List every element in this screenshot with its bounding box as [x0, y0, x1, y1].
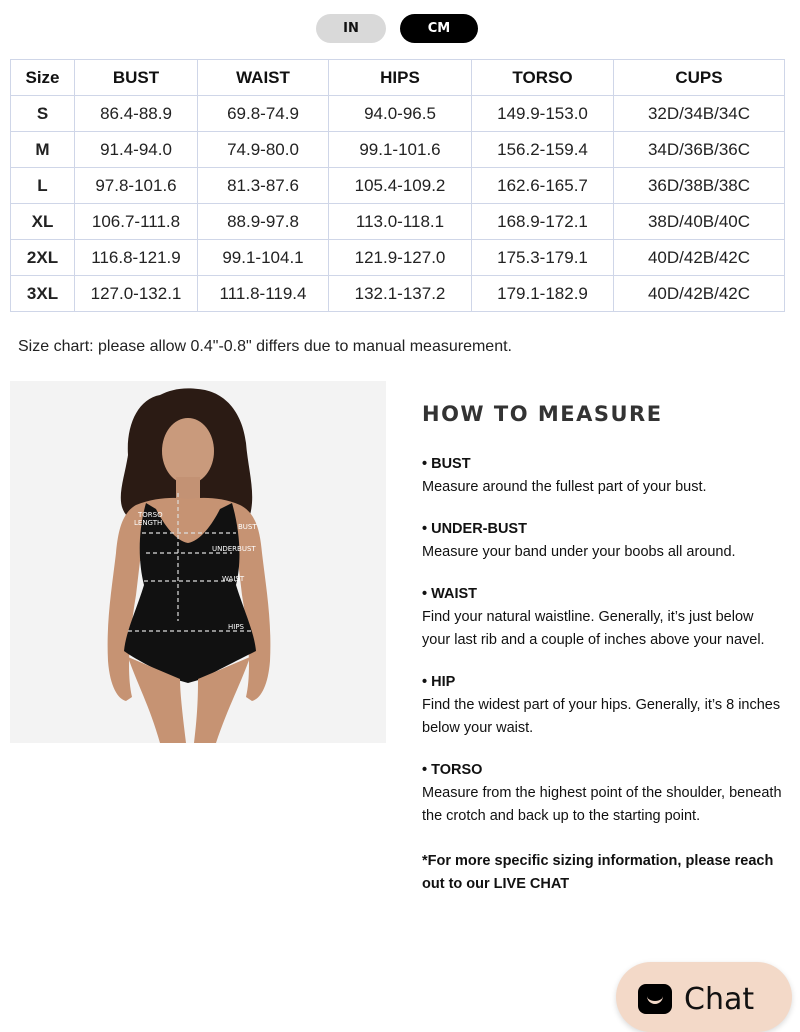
unit-cm-button[interactable]: CM	[400, 14, 478, 43]
measure-item-hip	[422, 674, 782, 740]
measure-item-bust	[422, 456, 782, 499]
header-size: Size	[11, 60, 75, 96]
size-cell: S	[11, 96, 75, 132]
waist-label: WAIST	[222, 575, 245, 583]
hips-cell: 113.0-118.1	[329, 204, 472, 240]
cups-cell: 38D/40B/40C	[614, 204, 785, 240]
waist-cell: 88.9-97.8	[198, 204, 329, 240]
torso-cell: 175.3-179.1	[472, 240, 614, 276]
hips-cell: 94.0-96.5	[329, 96, 472, 132]
hips-cell: 132.1-137.2	[329, 276, 472, 312]
measure-item-title: • BUST	[422, 456, 471, 472]
measure-item-waist	[422, 586, 782, 652]
measure-item-desc: Find the widest part of your hips. Generally, it’s 8 inches below your waist.	[422, 697, 781, 736]
model-measurement-photo	[10, 381, 386, 743]
bust-cell: 127.0-132.1	[75, 276, 198, 312]
how-to-measure-title: HOW TO MEASURE	[422, 402, 663, 426]
cups-cell: 32D/34B/34C	[614, 96, 785, 132]
table-row	[11, 132, 785, 168]
torso-cell: 168.9-172.1	[472, 204, 614, 240]
chat-bubble-icon	[638, 984, 672, 1014]
cups-cell: 40D/42B/42C	[614, 240, 785, 276]
torso-label-2: LENGTH	[134, 519, 163, 527]
measure-item-title: • WAIST	[422, 586, 478, 602]
size-cell: 3XL	[11, 276, 75, 312]
header-waist: WAIST	[198, 60, 329, 96]
size-cell: L	[11, 168, 75, 204]
bust-cell: 106.7-111.8	[75, 204, 198, 240]
measure-item-title: • TORSO	[422, 762, 483, 778]
measure-item-title: • UNDER-BUST	[422, 521, 527, 537]
size-cell: M	[11, 132, 75, 168]
table-row	[11, 204, 785, 240]
size-chart-note: Size chart: please allow 0.4"-0.8" differs due to manual measurement.	[18, 338, 512, 355]
size-cell: 2XL	[11, 240, 75, 276]
waist-cell: 99.1-104.1	[198, 240, 329, 276]
live-chat-button[interactable]	[616, 962, 792, 1032]
cups-cell: 34D/36B/36C	[614, 132, 785, 168]
torso-label: TORSO	[138, 511, 163, 519]
hips-label: HIPS	[228, 623, 244, 631]
header-bust: BUST	[75, 60, 198, 96]
unit-in-button[interactable]: IN	[316, 14, 386, 43]
waist-cell: 81.3-87.6	[198, 168, 329, 204]
waist-cell: 69.8-74.9	[198, 96, 329, 132]
unit-toggle	[316, 14, 478, 43]
measure-item-torso	[422, 762, 782, 828]
measure-item-title: • HIP	[422, 674, 456, 690]
header-torso: TORSO	[472, 60, 614, 96]
how-to-measure-section	[422, 402, 782, 896]
cups-cell: 40D/42B/42C	[614, 276, 785, 312]
table-row	[11, 168, 785, 204]
bust-cell: 116.8-121.9	[75, 240, 198, 276]
bust-cell: 86.4-88.9	[75, 96, 198, 132]
chat-button-label: Chat	[684, 982, 755, 1017]
torso-cell: 149.9-153.0	[472, 96, 614, 132]
hips-cell: 105.4-109.2	[329, 168, 472, 204]
torso-cell: 156.2-159.4	[472, 132, 614, 168]
model-illustration	[10, 381, 386, 743]
header-cups: CUPS	[614, 60, 785, 96]
torso-cell: 162.6-165.7	[472, 168, 614, 204]
measure-item-desc: Measure from the highest point of the shoulder, beneath the crotch and back up to the starting point.	[422, 785, 782, 824]
measure-item-desc: Find your natural waistline. Generally, it’s just below your last rib and a couple of inches above your navel.	[422, 609, 765, 648]
header-hips: HIPS	[329, 60, 472, 96]
size-cell: XL	[11, 204, 75, 240]
bust-label: BUST	[238, 523, 257, 531]
waist-cell: 111.8-119.4	[198, 276, 329, 312]
table-row	[11, 276, 785, 312]
hips-cell: 121.9-127.0	[329, 240, 472, 276]
table-header-row	[11, 60, 785, 96]
measure-item-underbust	[422, 521, 782, 564]
cups-cell: 36D/38B/38C	[614, 168, 785, 204]
size-chart-table	[10, 59, 785, 312]
underbust-label: UNDERBUST	[212, 545, 256, 553]
measure-item-desc: Measure your band under your boobs all around.	[422, 544, 736, 560]
table-row	[11, 96, 785, 132]
bust-cell: 97.8-101.6	[75, 168, 198, 204]
bust-cell: 91.4-94.0	[75, 132, 198, 168]
torso-cell: 179.1-182.9	[472, 276, 614, 312]
table-row	[11, 240, 785, 276]
waist-cell: 74.9-80.0	[198, 132, 329, 168]
hips-cell: 99.1-101.6	[329, 132, 472, 168]
live-chat-note: *For more specific sizing information, please reach out to our LIVE CHAT	[422, 853, 774, 892]
measure-item-desc: Measure around the fullest part of your bust.	[422, 479, 707, 495]
